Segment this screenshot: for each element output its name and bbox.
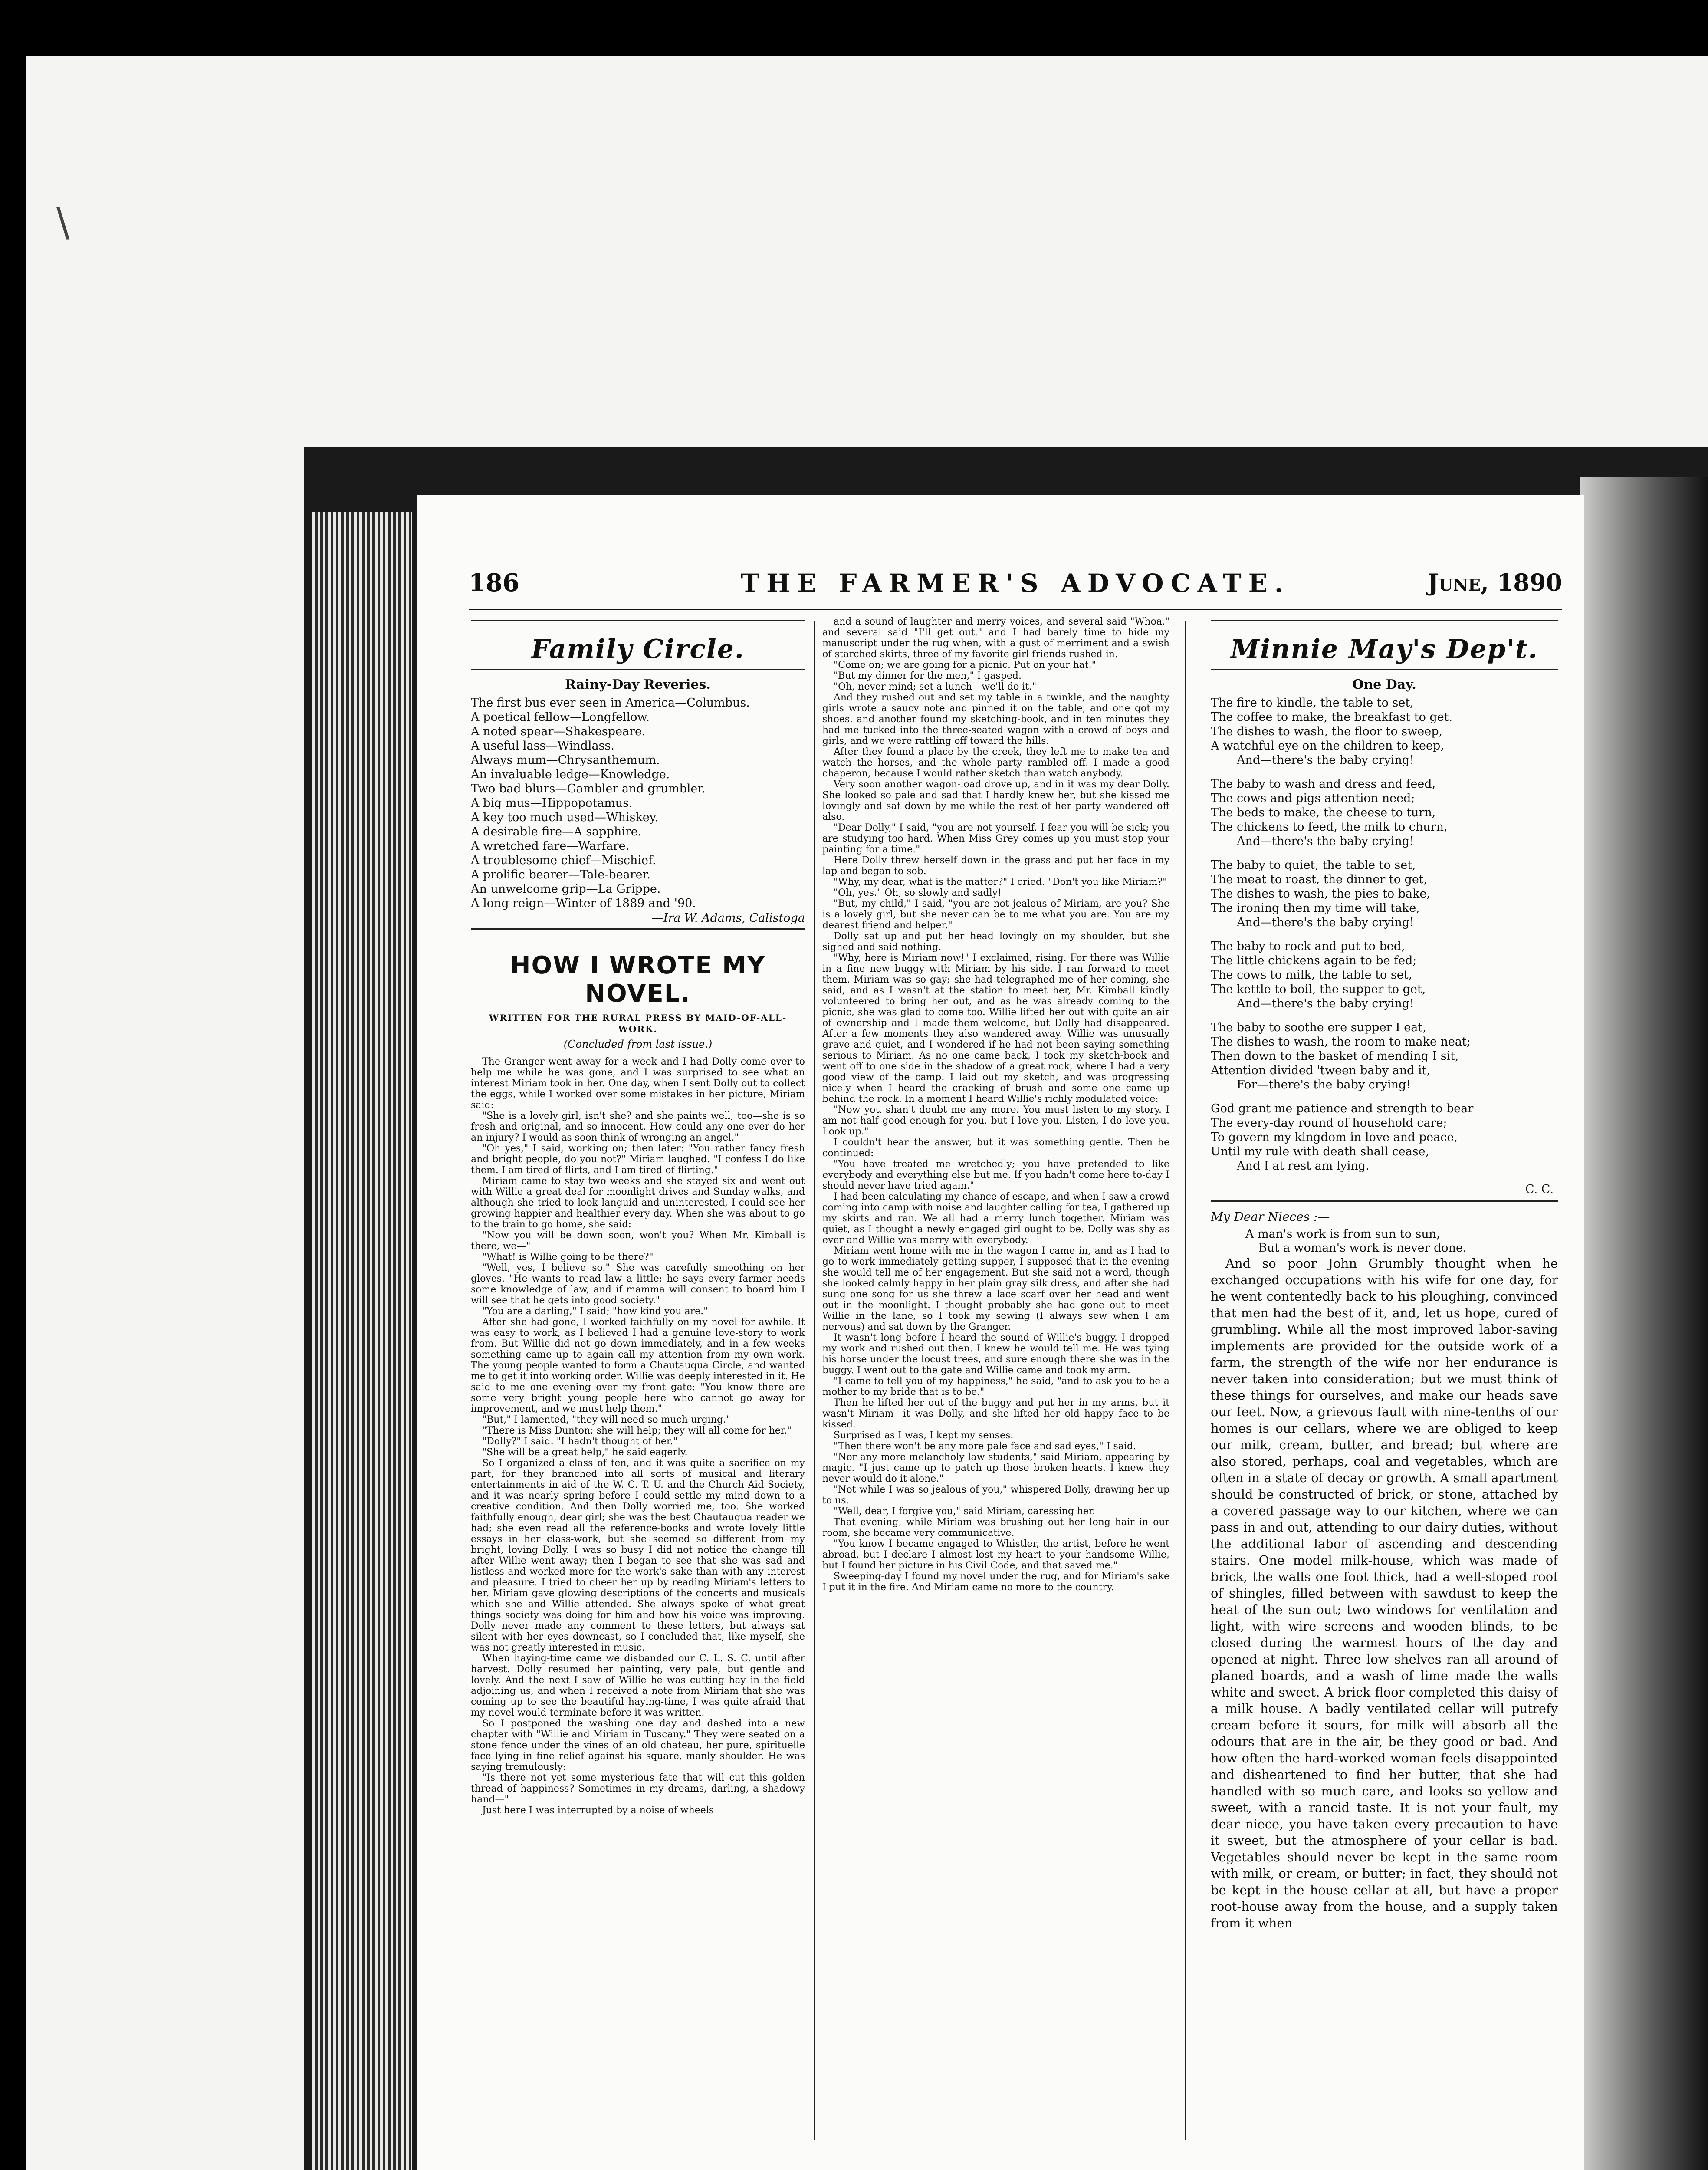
poem-attribution: —Ira W. Adams, Calistoga (651, 911, 805, 925)
letter-salutation: My Dear Nieces :— (1211, 1210, 1330, 1224)
epigraph (1211, 1227, 1558, 1255)
story-paragraph: When haying-time came we disbanded our C. L. S. C. until after harvest. Dolly resumed her painting, very pale, but gentle and lovely. And the next I saw of Willie he was cutting hay in the field adjoining us, and when I received a note from Miriam that she was coming up to see the beautiful haying-time, I was quite afraid that my novel would terminate before it was written. (471, 1653, 805, 1718)
poem-line: The baby to quiet, the table to set, (1211, 858, 1416, 872)
poem (1211, 696, 1558, 1173)
story-body (822, 616, 1169, 1593)
story-paragraph: "Oh yes," I said, working on; then later: "You rather fancy fresh and bright people, do you not?" Miriam laughed. "I confess I do like them. I am tired of flirts, and I am tired of flirting." (471, 1143, 805, 1176)
poem-stanza (1211, 939, 1558, 1011)
poem-title: Rainy-Day Reveries. (565, 677, 711, 692)
story-paragraph: Surprised as I was, I kept my senses. (834, 1430, 1014, 1441)
poem-line: Until my rule with death shall cease, (1211, 1145, 1429, 1158)
poem-line: A noted spear—Shakespeare. (471, 725, 646, 738)
story-paragraph: "You know I became engaged to Whistler, the artist, before he went abroad, but I declare I almost lost my heart to your handsome Willie, but I found her picture in his Civil Code, and that saved me." (822, 1539, 1169, 1571)
story-paragraph: "Come on; we are going for a picnic. Put on your hat." (834, 660, 1096, 671)
poem (471, 696, 805, 911)
poem-line: The baby to wash and dress and feed, (1211, 777, 1436, 791)
poem-line: A wretched fare—Warfare. (471, 839, 630, 853)
column-story-continued (822, 616, 1169, 2161)
story-paragraph: Then he lifted her out of the buggy and put her in my arms, but it wasn't Miriam—it was Dolly, and she lifted her old happy face to be kissed. (822, 1397, 1169, 1430)
story-paragraph: Just here I was interrupted by a noise of wheels (482, 1805, 714, 1816)
story-paragraph: Miriam went home with me in the wagon I came in, and as I had to go to work immediately getting supper, I supposed that in the evening she would tell me of her engagement. But she said not a word, though she looked calmly happy in her plain gray silk dress, and after she had sung one song for us she threw a lace scarf over her head and went out in the moonlight. I thought probably she had gone out to meet Willie in the lane, so I took my sewing (I always sew when I am nervous) and sat down by the Granger. (822, 1246, 1169, 1332)
story-paragraph: So I postponed the washing one day and dashed into a new chapter with "Willie and Miriam in Tuscany." They were seated on a stone fence under the vines of an old chateau, her pure, spirituelle face lying in fine relief against his square, manly shoulder. He was saying tremulously: (471, 1718, 805, 1772)
corner-mark: \ (56, 200, 70, 245)
poem-stanza (1211, 1101, 1558, 1173)
story-paragraph: So I organized a class of ten, and it was quite a sacrifice on my part, for they branched into all sorts of musical and literary entertainments in aid of the W. C. T. U. and the Church Aid Society, and it was nearly spring before I could settle my mind down to a creative condition. And then Dolly worried me, too. She worked faithfully enough, dear girl; she was the best Chautauqua reader we had; she even read all the reference-books and wrote lovely little essays in her class-work, but she seemed so different from my bright, loving Dolly. I was so busy I did not notice the change till after Willie went away; then I began to see that she was sad and listless and worked more for the work's sake than with any interest and pleasure. I tried to cheer her up by reading Miriam's letters to her. Miriam gave glowing descriptions of the concerts and musicals which she and Willie attended. She always spoke of what great things society was doing for him and how his voice was improving. Dolly never made any comment to these letters, but always sat silent with her eyes downcast, so I concluded that, like myself, she was not greatly interested in music. (471, 1458, 805, 1653)
column-minnie-may (1211, 616, 1558, 2161)
poem-line: And—there's the baby crying! (1237, 835, 1414, 848)
poem-line: The dishes to wash, the room to make neat; (1211, 1035, 1471, 1049)
section-rule (1211, 669, 1558, 670)
poem-line: The every-day round of household care; (1211, 1116, 1447, 1130)
poem-line: A troublesome chief—Mischief. (471, 854, 656, 867)
story-paragraph: After she had gone, I worked faithfully on my novel for awhile. It was easy to work, as I believed I had a genuine love-story to work from. But Willie did not go down immediately, and in a few weeks something came up to again call my attention from my own work. The young people wanted to form a Chautauqua Circle, and wanted me to get it into working order. Willie was deeply interested in it. He said to me one evening over my front gate: "You know there are some very bright young people here who cannot go away for improvement, and we must help them." (471, 1317, 805, 1414)
poem-line: A useful lass—Windlass. (471, 739, 614, 753)
poem-line: A watchful eye on the children to keep, (1211, 739, 1444, 753)
letter-paragraph: And so poor John Grumbly thought when he exchanged occupations with his wife for one day, for he went contentedly back to his ploughing, convinced that men had the best of it, and, let us hope, cured of grumbling. While all the most improved labor-saving implements are provided for the outside work of a farm, the strength of the wife nor her endurance is never taken into consideration; but we must think of these things for ourselves, and make our heads save our feet. Now, a grievous fault with nine-tenths of our homes is our cellars, where we are obliged to keep our milk, cream, butter, and bread; but where are also stored, perhaps, coal and vegetables, which are often in a state of decay or growth. A small apartment should be constructed of brick, or stone, attached by a covered passage way to our kitchen, where we can pass in and out, attending to our dairy duties, without the additional labor of ascending and descending stairs. One model milk-house, which was made of brick, the walls one foot thick, had a well-sloped roof of shingles, filled between with sawdust to keep the heat of the sun out; two windows for ventilation and light, with wire screens and wooden blinds, to be closed during the warmest hours of the day and opened at night. Three low shelves ran all around of planed boards, and a wash of lime made the walls white and sweet. A brick floor completed this daisy of a milk house. A badly ventilated cellar will putrefy cream before it sours, for milk will absorb all the odours that are in the air, be they good or bad. And how often the hard-worked woman feels disappointed and disheartened to find her butter, that she had handled with so much care, and looks so yellow and sweet, with a rancid taste. It is not your fault, my dear niece, you have taken every precaution to have it sweet, but the atmosphere of your cellar is bad. Vegetables should never be kept in the same room with milk, or cream, or butter; in fact, they should not be kept in the house cellar at all, but have a proper root-house away from the house, and a supply taken from it when (1211, 1256, 1558, 1930)
poem-line: An unwelcome grip—La Grippe. (471, 882, 661, 896)
story-paragraph: "Oh, never mind; set a lunch—we'll do it." (834, 681, 1037, 692)
story-paragraph: And they rushed out and set my table in a twinkle, and the naughty girls wrote a saucy note and pinned it on the table, and one got my shoes, and another found my sketching-book, and in ten minutes they had me tucked into the three-seated wagon with a crowd of boys and girls, and we were rattling off toward the hills. (822, 692, 1169, 746)
poem-line: The beds to make, the cheese to turn, (1211, 806, 1436, 819)
poem-line: The cows and pigs attention need; (1211, 792, 1415, 805)
story-paragraph: "Now you shan't doubt me any more. You must listen to my story. I am not half good enough for you, but I love you. Listen, I do love you. Look up." (822, 1105, 1169, 1137)
story-paragraph: The Granger went away for a week and I had Dolly come over to help me while he was gone, and I was surprised to see what an interest Miriam took in her. One day, when I sent Dolly out to collect the eggs, while I worked over some mistakes in her picture, Miriam said: (471, 1056, 805, 1111)
poem-line: The kettle to boil, the supper to get, (1211, 983, 1426, 996)
story-paragraph: "Is there not yet some mysterious fate that will cut this golden thread of happiness? Sometimes in my dreams, darling, a shadowy hand—" (471, 1772, 805, 1805)
story-paragraph: "Why, here is Miriam now!" I exclaimed, rising. For there was Willie in a fine new buggy with Miriam by his side. I ran forward to meet them. Miriam was so gay; she had telegraphed me of her coming, she said, and as I wasn't at the station to meet her, Mr. Kimball kindly volunteered to bring her out, and as he was already coming to the picnic, she was glad to come too. Willie lifted her out with quite an air of ownership and I made them welcome, but Dolly had disappeared. After a few moments they also wandered away. Willie was unusually grave and quiet, and I wondered if he had not been saying something serious to Miriam. As no one came back, I took my sketch-book and went off to one side in the shadow of a great rock, where I had a very good view of the camp. I laid out my sketch, and was progressing nicely when I heard the cracking of brush and some one came up behind the rock. In a moment I heard Willie's richly modulated voice: (822, 953, 1169, 1105)
story-paragraph: Dolly sat up and put her head lovingly on my shoulder, but she sighed and said nothing. (822, 931, 1169, 953)
story-paragraph: "Why, my dear, what is the matter?" I cried. "Don't you like Miriam?" (834, 877, 1167, 888)
story-paragraph: "You have treated me wretchedly; you have pretended to like everybody and everything else but me. If you hadn't come here to-day I should never have tried again." (822, 1159, 1169, 1191)
story-paragraph: "Dolly?" I said. "I hadn't thought of her." (482, 1436, 678, 1447)
story-paragraph: Miriam came to stay two weeks and she stayed six and went out with Willie a great deal for moonlight drives and Sunday walks, and although she tried to look languid and uninterested, I could see her growing happier and healthier every day. When she was about to go to the train to go home, she said: (471, 1176, 805, 1230)
poem-line: And I at rest am lying. (1237, 1159, 1370, 1173)
story-paragraph: "Oh, yes." Oh, so slowly and sadly! (834, 888, 1002, 898)
poem-line: And—there's the baby crying! (1237, 916, 1414, 929)
poem-line: The ironing then my time will take, (1211, 901, 1420, 915)
poem-line: The fire to kindle, the table to set, (1211, 696, 1414, 710)
section-rule (1211, 1200, 1558, 1202)
story-paragraph: "You are a darling," I said; "how kind you are." (482, 1306, 708, 1317)
column-rule (1185, 621, 1186, 2140)
poem-line: A long reign—Winter of 1889 and '90. (471, 897, 696, 910)
story-paragraph: "Nor any more melancholy law students," said Miriam, appearing by magic. "I just came up to patch up those broken hearts. I knew they never would do it alone." (822, 1452, 1169, 1484)
story-paragraph: "What! is Willie going to be there?" (482, 1252, 654, 1263)
section-rule (471, 928, 805, 930)
poem-title: One Day. (1352, 677, 1416, 692)
story-paragraph: Here Dolly threw herself down in the grass and put her face in my lap and began to sob. (822, 855, 1169, 877)
story-paragraph: Very soon another wagon-load drove up, and in it was my dear Dolly. She looked so pale and sad that I hardly knew her, but she kissed me lovingly and sat down by me while the rest of her party wandered off also. (822, 779, 1169, 822)
story-paragraph: "Then there won't be any more pale face and sad eyes," I said. (834, 1441, 1136, 1452)
page-edges (312, 512, 412, 2170)
story-note: (Concluded from last issue.) (563, 1038, 713, 1050)
column-family-circle (471, 616, 805, 2161)
story-paragraph: "Not while I was so jealous of you," whispered Dolly, drawing her up to us. (822, 1484, 1169, 1506)
section-rule (471, 669, 805, 670)
story-paragraph: "Now you will be down soon, won't you? When Mr. Kimball is there, we—" (471, 1230, 805, 1252)
story-paragraph: "She is a lovely girl, isn't she? and she paints well, too—she is so fresh and original, and so innocent. How could any one ever do her an injury? I would as soon think of wronging an angel." (471, 1111, 805, 1143)
poem-line: A desirable fire—A sapphire. (471, 825, 642, 838)
poem-line: And—there's the baby crying! (1237, 997, 1414, 1010)
section-rule (471, 620, 805, 621)
poem-line: The first bus ever seen in America—Columbus. (471, 696, 750, 710)
epigraph-line: But a woman's work is never done. (1258, 1241, 1467, 1255)
poem-line: An invaluable ledge—Knowledge. (471, 768, 670, 781)
department-heading: Family Circle. (531, 634, 745, 664)
story-paragraph: It wasn't long before I heard the sound of Willie's buggy. I dropped my work and rushed out then. I knew he would tell me. He was tying his horse under the locust trees, and sure enough there she was in the buggy. I went out to the gate and Willie came and took my arm. (822, 1332, 1169, 1376)
story-byline: WRITTEN FOR THE RURAL PRESS BY MAID-OF-ALL-WORK. (489, 1013, 787, 1034)
story-paragraph: That evening, while Miriam was brushing out her long hair in our room, she became very communicative. (822, 1517, 1169, 1539)
poem-stanza (1211, 696, 1558, 767)
issue-date: June, 1890 (1427, 569, 1562, 596)
poem-line: God grant me patience and strength to bear (1211, 1102, 1474, 1115)
story-paragraph: I couldn't hear the answer, but it was something gentle. Then he continued: (822, 1137, 1169, 1159)
story-paragraph: "I came to tell you of my happiness," he said, "and to ask you to be a mother to my bride that is to be." (822, 1376, 1169, 1397)
poem-line: Then down to the basket of mending I sit, (1211, 1049, 1459, 1063)
poem-stanza (1211, 858, 1558, 930)
poem-line: A big mus—Hippopotamus. (471, 796, 633, 810)
header-rule (469, 608, 1562, 610)
poem-line: The meat to roast, the dinner to get, (1211, 873, 1428, 886)
column-rule (814, 621, 815, 2140)
story-paragraph: I had been calculating my chance of escape, and when I saw a crowd coming into camp with noise and laughter calling for tea, I gathered up my skirts and ran. We all had a merry lunch together. Miriam was quiet, as I thought a newly engaged girl ought to be. Dolly was shy as ever and Willie was merry with everybody. (822, 1191, 1169, 1246)
poem-line: The chickens to feed, the milk to churn, (1211, 820, 1448, 834)
masthead-title: THE FARMER'S ADVOCATE. (740, 569, 1291, 598)
story-paragraph: "But my dinner for the men," I gasped. (834, 671, 1022, 681)
poem-line: The baby to soothe ere supper I eat, (1211, 1021, 1426, 1034)
page-header (469, 569, 1562, 603)
story-paragraph: "She will be a great help," he said eagerly. (482, 1447, 688, 1458)
story-paragraph: "Well, dear, I forgive you," said Miriam, caressing her. (834, 1506, 1096, 1517)
story-paragraph: and a sound of laughter and merry voices, and several said "Whoa," and several said "I'll get out." and I had barely time to hide my manuscript under the rug when, with a gust of merriment and a swish of starched skirts, three of my favorite girl friends rushed in. (822, 616, 1169, 660)
story-paragraph: After they found a place by the creek, they left me to make tea and watch the horses, and the whole party rambled off. I made a good chaperon, because I would rather sketch than watch anybody. (822, 746, 1169, 779)
poem-signature: C. C. (1525, 1183, 1554, 1196)
story-paragraph: "But," I lamented, "they will need so much urging." (482, 1414, 731, 1425)
poem-line: The coffee to make, the breakfast to get. (1211, 710, 1453, 724)
story-title: HOW I WROTE MY NOVEL. (510, 951, 766, 1008)
poem-line: The cows to milk, the table to set, (1211, 968, 1412, 982)
poem-line: A prolific bearer—Tale-bearer. (471, 868, 651, 881)
epigraph-line: A man's work is from sun to sun, (1245, 1227, 1440, 1241)
poem-stanza (1211, 777, 1558, 848)
poem-stanza (1211, 1020, 1558, 1092)
story-paragraph: "But, my child," I said, "you are not jealous of Miriam, are you? She is a lovely girl, but she never can be to me what you are. You are my dearest friend and helper." (822, 898, 1169, 931)
poem-line: Two bad blurs—Gambler and grumbler. (471, 782, 706, 796)
department-heading: Minnie May's Dep't. (1230, 634, 1538, 664)
story-paragraph: "There is Miss Dunton; she will help; they will all come for her." (482, 1425, 792, 1436)
page-number: 186 (469, 569, 519, 597)
gutter-shadow (1580, 477, 1708, 2170)
poem-line: To govern my kingdom in love and peace, (1211, 1131, 1458, 1144)
poem-line: The little chickens again to be fed; (1211, 954, 1417, 967)
poem-line: The dishes to wash, the pies to bake, (1211, 887, 1430, 901)
poem-line: A poetical fellow—Longfellow. (471, 710, 650, 724)
poem-line: Always mum—Chrysanthemum. (471, 753, 660, 767)
story-body (471, 1056, 805, 1816)
story-paragraph: Sweeping-day I found my novel under the rug, and for Miriam's sake I put it in the fire. And Miriam came no more to the country. (822, 1571, 1169, 1593)
story-paragraph: "Well, yes, I believe so." She was carefully smoothing on her gloves. "He wants to read law a little; he says every farmer needs some knowledge of law, and if mamma will consent to board him I will see that he gets into good society." (471, 1263, 805, 1306)
story-paragraph: "Dear Dolly," I said, "you are not yourself. I fear you will be sick; you are studying too hard. When Miss Grey comes up you must stop your painting for a time." (822, 822, 1169, 855)
newspaper-page (417, 495, 1584, 2170)
poem-line: For—there's the baby crying! (1237, 1078, 1411, 1092)
poem-line: And—there's the baby crying! (1237, 753, 1414, 767)
poem-line: A key too much used—Whiskey. (471, 811, 659, 824)
poem-line: The dishes to wash, the floor to sweep, (1211, 725, 1443, 738)
poem-line: The baby to rock and put to bed, (1211, 940, 1405, 953)
section-rule (1211, 620, 1558, 621)
letter-body (1211, 1255, 1558, 1931)
poem-line: Attention divided 'tween baby and it, (1211, 1064, 1430, 1077)
